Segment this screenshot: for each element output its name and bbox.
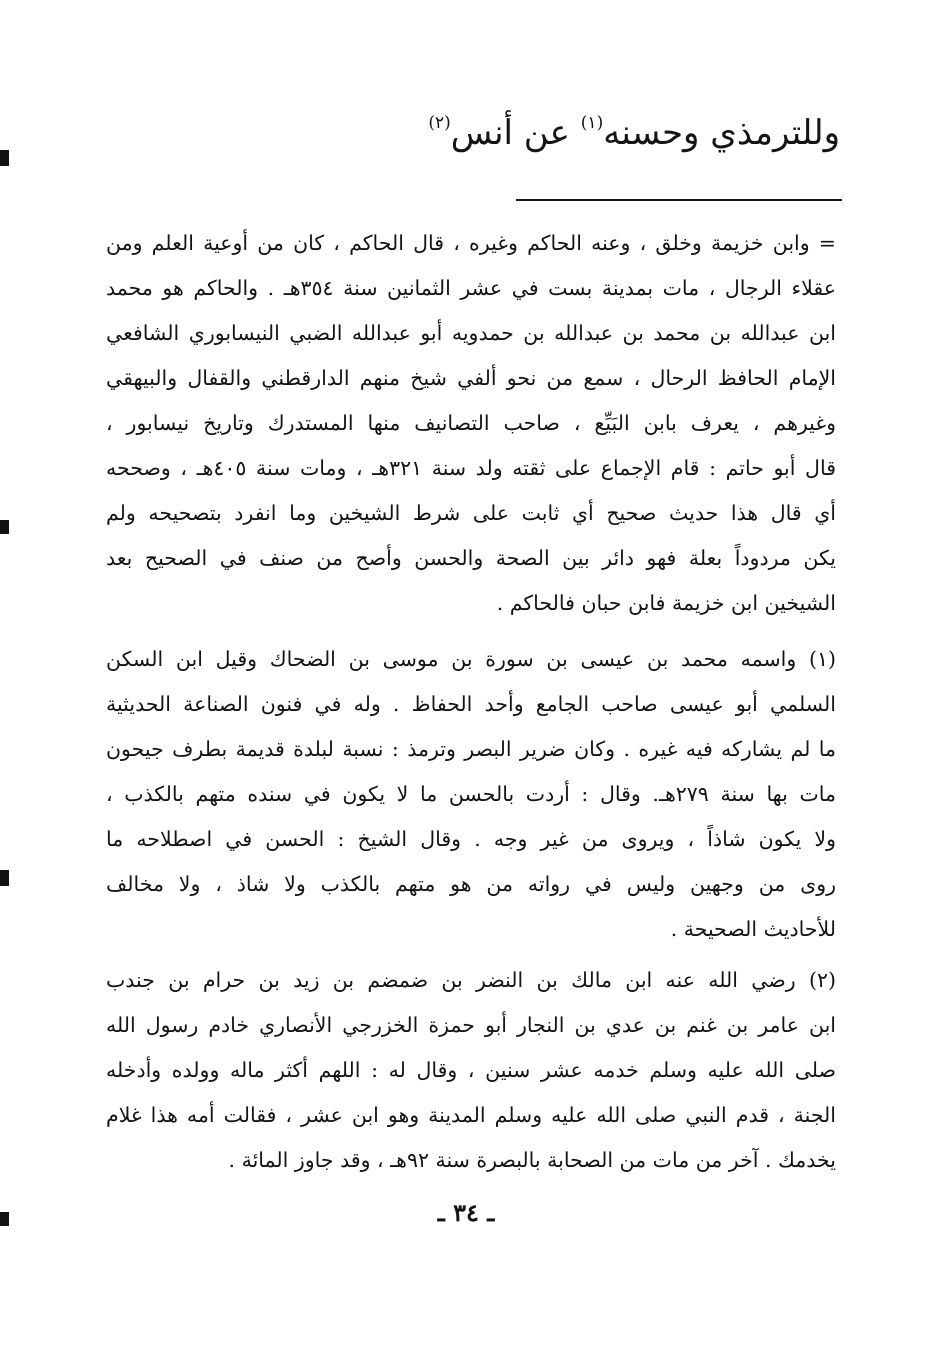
- heading-text-part-2: عن أنس: [450, 113, 570, 153]
- footnote-line: للأحاديث الصحيحة .: [670, 917, 836, 941]
- footnote-line: ابن عبدالله بن محمد بن عبدالله بن حمدويه أبو عبدالله الضبي النيسابوري الشافعي: [106, 321, 836, 345]
- footnote-line: صلى الله عليه وسلم خدمه عشر سنين ، وقال له : اللهم أكثر ماله وولده وأدخله: [106, 1058, 836, 1082]
- heading-text-part-1: وللترمذي وحسنه: [603, 113, 840, 153]
- footnote-line: الشيخين ابن خزيمة فابن حبان فالحاكم .: [496, 591, 836, 615]
- page-number: ـ ٣٤ ـ: [437, 1198, 495, 1227]
- footnote-line: (١) واسمه محمد بن عيسى بن سورة بن موسى بن الضحاك وقيل ابن السكن: [106, 647, 836, 671]
- footnote-line: ابن عامر بن غنم بن عدي بن النجار أبو حمزة الخزرجي الأنصاري خادم رسول الله: [106, 1013, 836, 1037]
- footnote-line: يكن مردوداً بعلة فهو دائر بين الصحة والحسن وأصح من صنف في الصحيح بعد: [106, 546, 836, 570]
- scan-edge-mark: [0, 150, 9, 166]
- footnote-line: الإمام الحافظ الرحال ، سمع من نحو ألفي شيخ منهم الدارقطني والقفال والبيهقي: [106, 366, 836, 390]
- footnote-line: مات بها سنة ٢٧٩هـ. وقال : أردت بالحسن ما لا يكون في سنده متهم بالكذب ،: [106, 782, 836, 806]
- footnote-line: وغيرهم ، يعرف بابن البَيِّع ، صاحب التصانيف منها المستدرك وتاريخ نيسابور ،: [106, 411, 836, 435]
- footnote-line: قال أبو حاتم : قام الإجماع على ثقته ولد سنة ٣٢١هـ ، ومات سنة ٤٠٥هـ ، وصححه: [106, 456, 836, 480]
- footnote-2: [106, 958, 836, 1183]
- footnote-line: السلمي أبو عيسى صاحب الجامع وأحد الحفاظ . وله في فنون الصناعة الحديثية: [106, 692, 836, 716]
- footnote-line: ولا يكون شاذاً ، ويروى من غير وجه . وقال الشيخ : الحسن في اصطلاحه ما: [106, 827, 836, 851]
- footnote-line: الجنة ، قدم النبي صلى الله عليه وسلم المدينة وهو ابن عشر ، فقالت أمه هذا غلام: [106, 1103, 836, 1127]
- footnote-1-marker: (١): [580, 113, 604, 133]
- footnote-separator-rule: [516, 199, 842, 201]
- hadith-heading: [340, 108, 840, 158]
- footnote-line: (٢) رضي الله عنه ابن مالك بن النضر بن ضمضم بن زيد بن حرام بن جندب: [106, 968, 836, 992]
- scan-edge-mark: [0, 520, 9, 534]
- continued-footnote: [106, 221, 836, 626]
- footnote-line: عقلاء الرجال ، مات بمدينة بست في عشر الثمانين سنة ٣٥٤هـ . والحاكم هو محمد: [106, 276, 836, 300]
- footnote-line: = وابن خزيمة وخلق ، وعنه الحاكم وغيره ، قال الحاكم ، كان من أوعية العلم ومن: [106, 231, 836, 255]
- footnote-line: يخدمك . آخر من مات من الصحابة بالبصرة سنة ٩٢هـ ، وقد جاوز المائة .: [228, 1148, 836, 1172]
- footnote-1: [106, 637, 836, 952]
- footnote-line: أي قال هذا حديث صحيح أي ثابت على شرط الشيخين وما انفرد بتصحيحه ولم: [106, 501, 836, 525]
- footnote-line: ما لم يشاركه فيه غيره . وكان ضرير البصر وترمذ : نسبة لبلدة قديمة بطرف جيحون: [106, 737, 836, 761]
- footnote-2-marker: (٢): [428, 113, 451, 133]
- scan-edge-mark: [0, 870, 9, 886]
- footnote-line: روى من وجهين وليس في رواته من هو متهم بالكذب ولا شاذ ، ولا مخالف: [106, 872, 836, 896]
